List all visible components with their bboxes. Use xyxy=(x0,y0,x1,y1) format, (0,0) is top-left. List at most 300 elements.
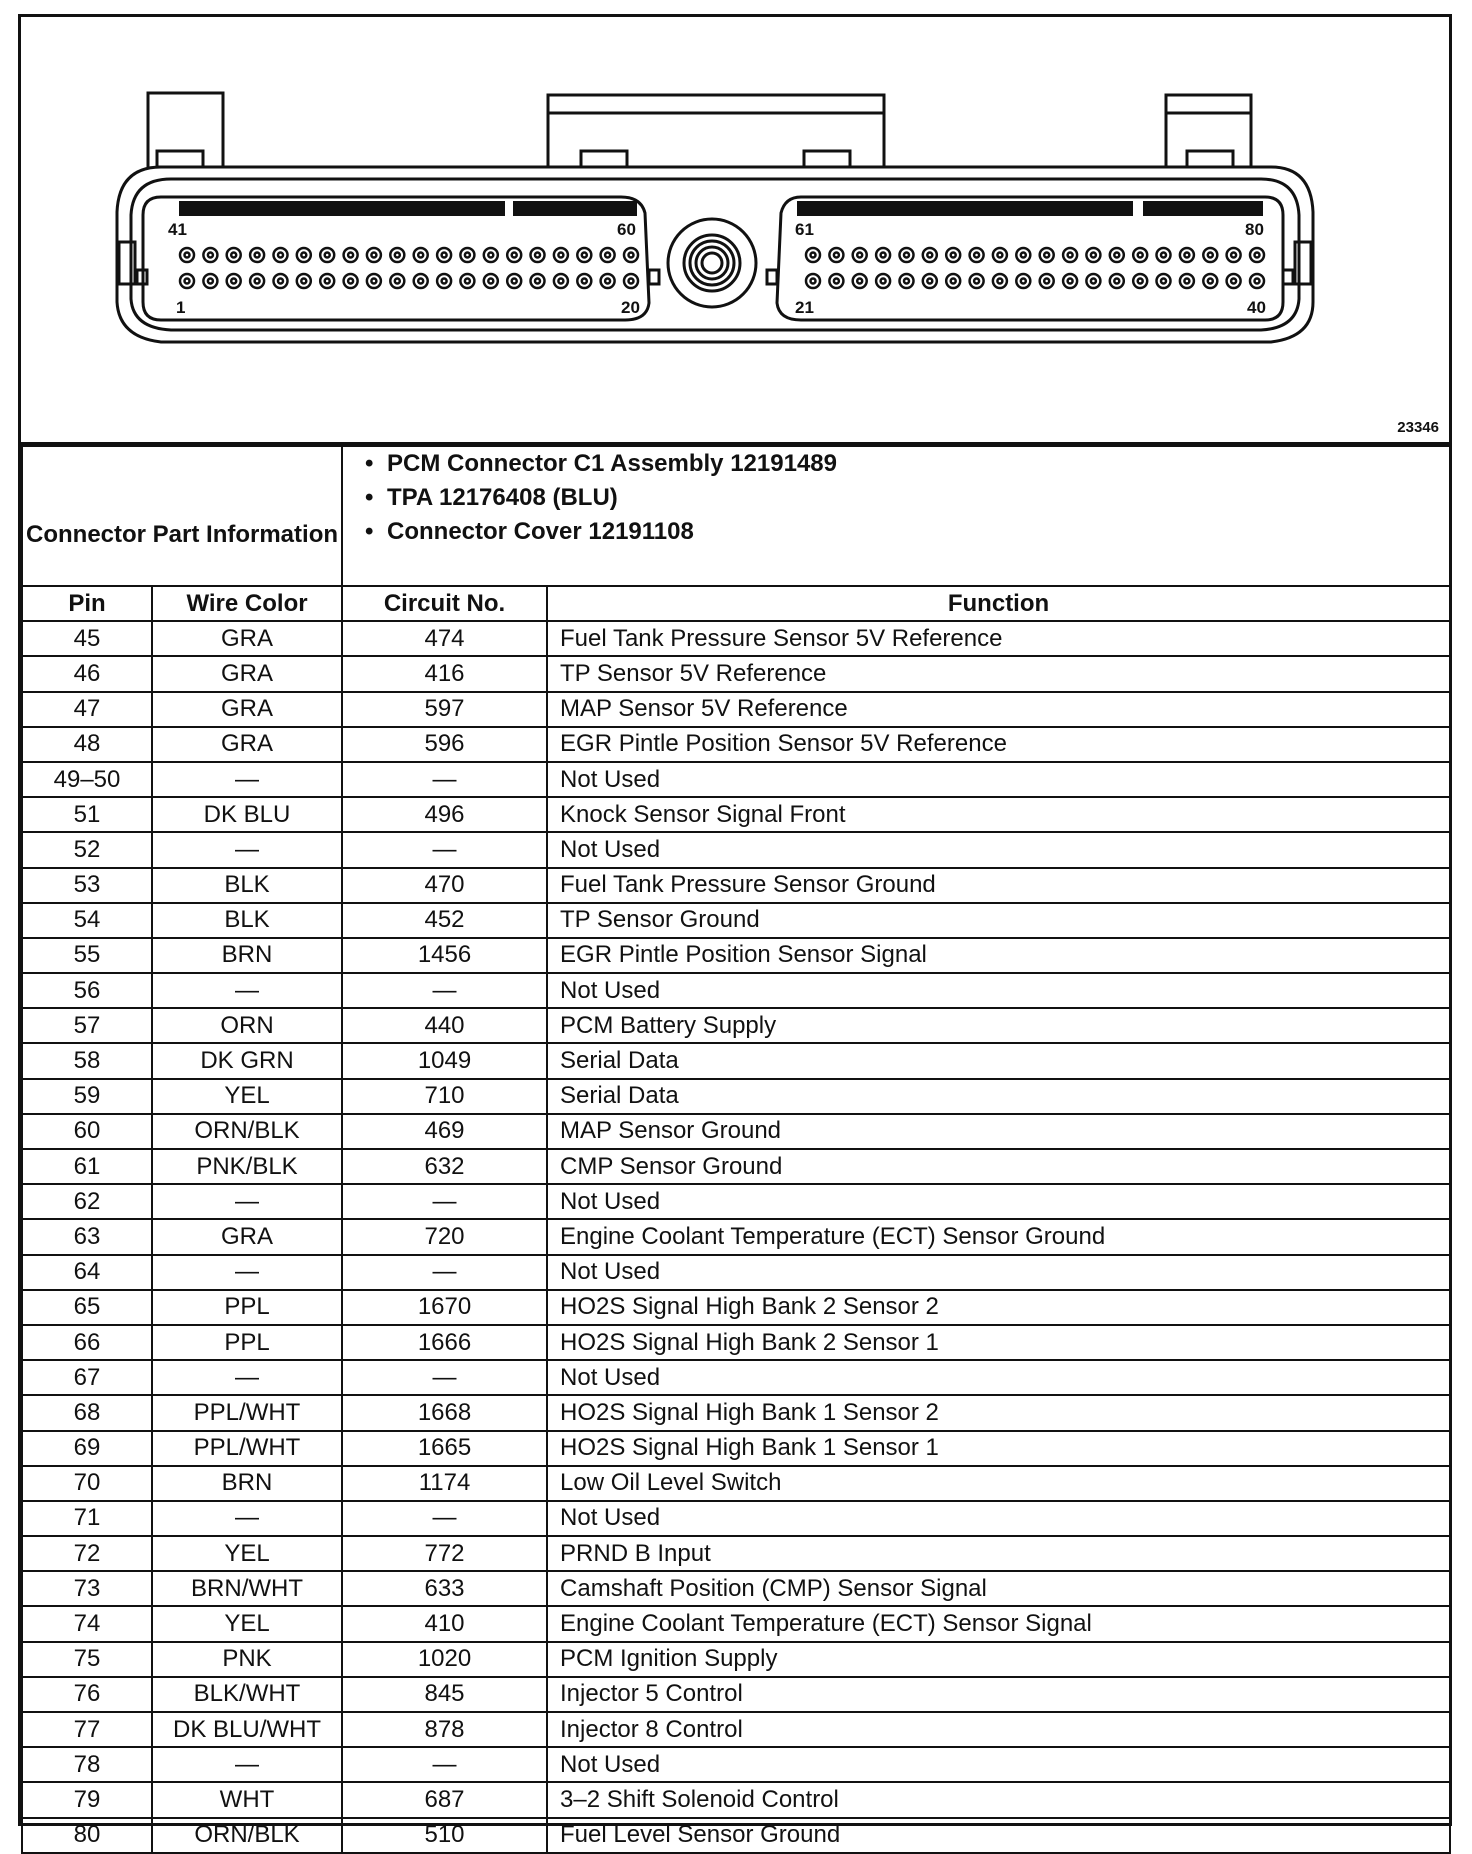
pin-cell: 72 xyxy=(22,1536,152,1571)
wire-color-cell: BLK xyxy=(152,903,342,938)
wire-color-cell: DK BLU/WHT xyxy=(152,1712,342,1747)
pin-hole-center xyxy=(1021,279,1026,284)
pin-hole-center xyxy=(255,253,260,258)
pin-hole-center xyxy=(1114,279,1119,284)
wire-color-cell: DK GRN xyxy=(152,1043,342,1078)
pin-hole-center xyxy=(348,253,353,258)
connector-info-item: • PCM Connector C1 Assembly 12191489 xyxy=(387,447,1449,481)
circuit-no-cell: 410 xyxy=(342,1606,547,1641)
table-row xyxy=(22,1360,1450,1395)
function-cell: HO2S Signal High Bank 2 Sensor 1 xyxy=(547,1325,1450,1360)
pin-cell: 52 xyxy=(22,832,152,867)
pin-hole-center xyxy=(231,253,236,258)
pin-label-61: 61 xyxy=(795,220,814,239)
pin-hole xyxy=(250,274,264,288)
table-row xyxy=(22,1536,1450,1571)
function-cell: Not Used xyxy=(547,1184,1450,1219)
pin-cell: 58 xyxy=(22,1043,152,1078)
pin-cell: 80 xyxy=(22,1818,152,1853)
pin-hole xyxy=(227,248,241,262)
pin-cell: 79 xyxy=(22,1782,152,1817)
pin-cell: 65 xyxy=(22,1290,152,1325)
table-row xyxy=(22,1290,1450,1325)
pin-hole-center xyxy=(997,279,1002,284)
function-cell: Serial Data xyxy=(547,1043,1450,1078)
pin-hole xyxy=(1016,274,1030,288)
pin-hole-center xyxy=(301,253,306,258)
wire-color-cell: PPL xyxy=(152,1325,342,1360)
wire-color-cell: BLK/WHT xyxy=(152,1677,342,1712)
pin-hole-center xyxy=(1044,253,1049,258)
wire-color-cell: — xyxy=(152,1747,342,1782)
pin-hole-center xyxy=(974,253,979,258)
pin-hole-center xyxy=(558,279,563,284)
pin-cell: 59 xyxy=(22,1079,152,1114)
pin-hole xyxy=(437,274,451,288)
circuit-no-cell: 470 xyxy=(342,868,547,903)
pin-hole-center xyxy=(1161,253,1166,258)
circuit-no-cell: 1665 xyxy=(342,1431,547,1466)
pin-table xyxy=(21,445,1451,1854)
pin-hole xyxy=(274,274,288,288)
pin-hole-center xyxy=(834,253,839,258)
function-cell: PRND B Input xyxy=(547,1536,1450,1571)
connector-drawing xyxy=(21,17,1449,445)
table-row xyxy=(22,938,1450,973)
pin-hole-center xyxy=(535,279,540,284)
pin-hole xyxy=(1063,274,1077,288)
pin-cell: 68 xyxy=(22,1395,152,1430)
circuit-no-cell: 452 xyxy=(342,903,547,938)
circuit-no-cell: — xyxy=(342,1501,547,1536)
pin-hole xyxy=(1250,274,1264,288)
circuit-no-cell: 1174 xyxy=(342,1466,547,1501)
pin-hole xyxy=(274,248,288,262)
pin-hole xyxy=(203,274,217,288)
connector-info-row xyxy=(22,446,1450,586)
pin-hole xyxy=(601,248,615,262)
pin-cell: 66 xyxy=(22,1325,152,1360)
pin-cell: 76 xyxy=(22,1677,152,1712)
pin-hole xyxy=(1086,248,1100,262)
wire-color-cell: PNK xyxy=(152,1642,342,1677)
pin-hole-center xyxy=(278,279,283,284)
pin-hole-center xyxy=(1044,279,1049,284)
table-row xyxy=(22,1043,1450,1078)
pcm-connector-sheet xyxy=(18,14,1452,1849)
pin-hole-center xyxy=(951,253,956,258)
pin-hole xyxy=(624,248,638,262)
wire-color-cell: PPL xyxy=(152,1290,342,1325)
pin-hole xyxy=(1040,274,1054,288)
pin-hole-center xyxy=(488,279,493,284)
table-row xyxy=(22,1782,1450,1817)
pin-hole xyxy=(853,248,867,262)
pin-hole-center xyxy=(629,279,634,284)
pin-hole-center xyxy=(997,253,1002,258)
wire-color-cell: ORN/BLK xyxy=(152,1818,342,1853)
circuit-no-cell: 1668 xyxy=(342,1395,547,1430)
function-cell: TP Sensor 5V Reference xyxy=(547,656,1450,691)
pin-hole xyxy=(507,248,521,262)
function-cell: Not Used xyxy=(547,1360,1450,1395)
figure-number: 23346 xyxy=(1397,419,1439,436)
pin-cell: 51 xyxy=(22,797,152,832)
pin-hole-center xyxy=(185,253,190,258)
table-row xyxy=(22,1818,1450,1853)
pin-hole-center xyxy=(811,253,816,258)
pin-hole xyxy=(460,248,474,262)
pin-hole-center xyxy=(927,253,932,258)
table-row xyxy=(22,1184,1450,1219)
wire-color-cell: BRN xyxy=(152,1466,342,1501)
table-row xyxy=(22,1642,1450,1677)
pin-hole xyxy=(367,248,381,262)
pin-hole xyxy=(1086,274,1100,288)
pin-hole xyxy=(460,274,474,288)
function-cell: 3–2 Shift Solenoid Control xyxy=(547,1782,1450,1817)
pin-label-20: 20 xyxy=(621,298,640,317)
pin-label-21: 21 xyxy=(795,298,814,317)
table-row xyxy=(22,621,1450,656)
pin-hole-center xyxy=(974,279,979,284)
table-row xyxy=(22,1114,1450,1149)
circuit-no-cell: 440 xyxy=(342,1008,547,1043)
circuit-no-cell: 633 xyxy=(342,1571,547,1606)
pin-hole-center xyxy=(395,253,400,258)
table-row xyxy=(22,868,1450,903)
function-cell: Knock Sensor Signal Front xyxy=(547,797,1450,832)
circuit-no-cell: 510 xyxy=(342,1818,547,1853)
pin-cell: 46 xyxy=(22,656,152,691)
pin-cell: 47 xyxy=(22,692,152,727)
function-cell: Low Oil Level Switch xyxy=(547,1466,1450,1501)
pin-hole xyxy=(829,274,843,288)
pin-hole xyxy=(484,248,498,262)
wire-color-cell: BRN/WHT xyxy=(152,1571,342,1606)
header-circuit-no: Circuit No. xyxy=(342,586,547,621)
pin-cell: 56 xyxy=(22,973,152,1008)
table-row xyxy=(22,692,1450,727)
pin-hole-center xyxy=(512,279,517,284)
pin-hole xyxy=(414,248,428,262)
pin-cell: 74 xyxy=(22,1606,152,1641)
wire-color-cell: GRA xyxy=(152,621,342,656)
pin-hole-center xyxy=(1091,279,1096,284)
pin-hole xyxy=(1063,248,1077,262)
pin-hole xyxy=(1133,248,1147,262)
pin-hole xyxy=(203,248,217,262)
pin-hole xyxy=(320,248,334,262)
pin-hole xyxy=(1157,248,1171,262)
pin-hole-center xyxy=(1231,279,1236,284)
pin-hole-center xyxy=(1255,279,1260,284)
pin-hole-center xyxy=(904,253,909,258)
pin-hole xyxy=(993,248,1007,262)
pin-hole xyxy=(250,248,264,262)
pin-hole-center xyxy=(371,279,376,284)
pin-label-60: 60 xyxy=(617,220,636,239)
wire-color-cell: YEL xyxy=(152,1079,342,1114)
connector-info-item: • TPA 12176408 (BLU) xyxy=(387,481,1449,515)
wire-color-cell: — xyxy=(152,1360,342,1395)
pin-hole-center xyxy=(1138,279,1143,284)
table-row xyxy=(22,1079,1450,1114)
circuit-no-cell: 1666 xyxy=(342,1325,547,1360)
pin-hole-center xyxy=(465,253,470,258)
table-row xyxy=(22,1395,1450,1430)
wire-color-cell: — xyxy=(152,1184,342,1219)
pin-hole-center xyxy=(1114,253,1119,258)
function-cell: PCM Battery Supply xyxy=(547,1008,1450,1043)
function-cell: EGR Pintle Position Sensor 5V Reference xyxy=(547,727,1450,762)
pin-hole-center xyxy=(1021,253,1026,258)
pin-hole xyxy=(484,274,498,288)
pin-label-40: 40 xyxy=(1247,298,1266,317)
table-row xyxy=(22,1747,1450,1782)
function-cell: Not Used xyxy=(547,973,1450,1008)
function-cell: MAP Sensor Ground xyxy=(547,1114,1450,1149)
pin-cell: 49–50 xyxy=(22,762,152,797)
pin-hole xyxy=(297,248,311,262)
pin-hole-center xyxy=(1068,279,1073,284)
function-cell: CMP Sensor Ground xyxy=(547,1149,1450,1184)
pin-hole-center xyxy=(1091,253,1096,258)
pin-hole xyxy=(1203,274,1217,288)
wire-color-cell: — xyxy=(152,1255,342,1290)
pin-hole-center xyxy=(185,279,190,284)
circuit-no-cell: 1456 xyxy=(342,938,547,973)
pin-cell: 64 xyxy=(22,1255,152,1290)
circuit-no-cell: 416 xyxy=(342,656,547,691)
pin-hole xyxy=(601,274,615,288)
circuit-no-cell: 772 xyxy=(342,1536,547,1571)
function-cell: Engine Coolant Temperature (ECT) Sensor Ground xyxy=(547,1219,1450,1254)
circuit-no-cell: 845 xyxy=(342,1677,547,1712)
pin-hole-center xyxy=(208,253,213,258)
pin-hole xyxy=(577,248,591,262)
wire-color-cell: BRN xyxy=(152,938,342,973)
pin-hole xyxy=(180,248,194,262)
circuit-no-cell: — xyxy=(342,1360,547,1395)
circuit-no-cell: — xyxy=(342,832,547,867)
circuit-no-cell: 1049 xyxy=(342,1043,547,1078)
wire-color-cell: PNK/BLK xyxy=(152,1149,342,1184)
table-row xyxy=(22,1255,1450,1290)
circuit-no-cell: 720 xyxy=(342,1219,547,1254)
function-cell: HO2S Signal High Bank 1 Sensor 2 xyxy=(547,1395,1450,1430)
header-function: Function xyxy=(547,586,1450,621)
circuit-no-cell: 632 xyxy=(342,1149,547,1184)
pin-hole-center xyxy=(301,279,306,284)
pin-hole xyxy=(577,274,591,288)
pin-hole xyxy=(227,274,241,288)
circuit-no-cell: 710 xyxy=(342,1079,547,1114)
pin-hole xyxy=(1203,248,1217,262)
function-cell: Not Used xyxy=(547,762,1450,797)
pin-hole-center xyxy=(1208,279,1213,284)
circuit-no-cell: 597 xyxy=(342,692,547,727)
pin-cell: 67 xyxy=(22,1360,152,1395)
wire-color-cell: ORN xyxy=(152,1008,342,1043)
table-row xyxy=(22,656,1450,691)
wire-color-cell: — xyxy=(152,762,342,797)
pin-hole xyxy=(320,274,334,288)
circuit-no-cell: — xyxy=(342,973,547,1008)
circuit-no-cell: — xyxy=(342,1255,547,1290)
function-cell: EGR Pintle Position Sensor Signal xyxy=(547,938,1450,973)
table-row xyxy=(22,1501,1450,1536)
pin-hole-center xyxy=(834,279,839,284)
circuit-no-cell: — xyxy=(342,1184,547,1219)
wire-color-cell: GRA xyxy=(152,727,342,762)
pin-cell: 75 xyxy=(22,1642,152,1677)
pin-hole-center xyxy=(1184,279,1189,284)
pin-hole xyxy=(554,248,568,262)
pin-hole-center xyxy=(582,253,587,258)
pin-hole xyxy=(437,248,451,262)
pin-hole xyxy=(531,248,545,262)
pin-cell: 69 xyxy=(22,1431,152,1466)
pin-hole-center xyxy=(951,279,956,284)
circuit-no-cell: 469 xyxy=(342,1114,547,1149)
pin-hole-center xyxy=(1231,253,1236,258)
function-cell: Not Used xyxy=(547,1501,1450,1536)
table-row xyxy=(22,1008,1450,1043)
pin-hole xyxy=(1180,274,1194,288)
header-wire-color: Wire Color xyxy=(152,586,342,621)
function-cell: Camshaft Position (CMP) Sensor Signal xyxy=(547,1571,1450,1606)
pin-hole-center xyxy=(512,253,517,258)
pin-hole-center xyxy=(231,279,236,284)
wire-color-cell: YEL xyxy=(152,1606,342,1641)
pin-label-41: 41 xyxy=(168,220,187,239)
pin-hole-center xyxy=(535,253,540,258)
function-cell: Injector 8 Control xyxy=(547,1712,1450,1747)
function-cell: Not Used xyxy=(547,1747,1450,1782)
pin-hole-center xyxy=(881,279,886,284)
pin-hole xyxy=(344,248,358,262)
pin-hole xyxy=(946,274,960,288)
pin-cell: 62 xyxy=(22,1184,152,1219)
pin-hole xyxy=(1016,248,1030,262)
connector-info-list xyxy=(342,446,1450,586)
wire-color-cell: DK BLU xyxy=(152,797,342,832)
pin-hole xyxy=(876,248,890,262)
pin-hole-center xyxy=(442,253,447,258)
pin-hole-center xyxy=(558,253,563,258)
pin-hole-center xyxy=(325,279,330,284)
table-row xyxy=(22,1219,1450,1254)
pin-hole xyxy=(806,274,820,288)
pin-hole xyxy=(1110,274,1124,288)
function-cell: Fuel Tank Pressure Sensor 5V Reference xyxy=(547,621,1450,656)
connector-info-label: Connector Part Information xyxy=(22,446,342,586)
pin-hole xyxy=(970,274,984,288)
pin-hole xyxy=(367,274,381,288)
pin-hole xyxy=(923,274,937,288)
pin-hole xyxy=(1133,274,1147,288)
pin-hole-center xyxy=(904,279,909,284)
wire-color-cell: PPL/WHT xyxy=(152,1395,342,1430)
function-cell: Engine Coolant Temperature (ECT) Sensor Signal xyxy=(547,1606,1450,1641)
header-pin: Pin xyxy=(22,586,152,621)
table-row xyxy=(22,1712,1450,1747)
pin-hole-center xyxy=(927,279,932,284)
pin-hole xyxy=(853,274,867,288)
pin-hole xyxy=(876,274,890,288)
pin-hole-center xyxy=(208,279,213,284)
function-cell: PCM Ignition Supply xyxy=(547,1642,1450,1677)
pin-hole xyxy=(946,248,960,262)
circuit-no-cell: 878 xyxy=(342,1712,547,1747)
pin-hole xyxy=(993,274,1007,288)
pin-hole-center xyxy=(325,253,330,258)
pin-hole-center xyxy=(418,253,423,258)
circuit-no-cell: 596 xyxy=(342,727,547,762)
circuit-no-cell: 1670 xyxy=(342,1290,547,1325)
function-cell: Fuel Level Sensor Ground xyxy=(547,1818,1450,1853)
pin-cell: 77 xyxy=(22,1712,152,1747)
function-cell: HO2S Signal High Bank 2 Sensor 2 xyxy=(547,1290,1450,1325)
wire-color-cell: PPL/WHT xyxy=(152,1431,342,1466)
pin-hole-center xyxy=(811,279,816,284)
circuit-no-cell: 687 xyxy=(342,1782,547,1817)
pin-hole xyxy=(554,274,568,288)
pin-hole-center xyxy=(1184,253,1189,258)
wire-color-cell: GRA xyxy=(152,692,342,727)
wire-color-cell: — xyxy=(152,973,342,1008)
connector-info-item: • Connector Cover 12191108 xyxy=(387,515,1449,549)
pin-hole-center xyxy=(1161,279,1166,284)
table-row xyxy=(22,762,1450,797)
wire-color-cell: WHT xyxy=(152,1782,342,1817)
pin-label-1: 1 xyxy=(176,298,186,317)
pin-hole-center xyxy=(371,253,376,258)
wire-color-cell: — xyxy=(152,1501,342,1536)
pin-hole-center xyxy=(1138,253,1143,258)
pin-cell: 60 xyxy=(22,1114,152,1149)
pin-hole-center xyxy=(1208,253,1213,258)
pin-hole xyxy=(806,248,820,262)
pin-hole-center xyxy=(465,279,470,284)
pin-hole xyxy=(390,274,404,288)
table-row xyxy=(22,727,1450,762)
pin-hole xyxy=(180,274,194,288)
wire-color-cell: — xyxy=(152,832,342,867)
pin-hole xyxy=(297,274,311,288)
circuit-no-cell: 474 xyxy=(342,621,547,656)
table-row xyxy=(22,1606,1450,1641)
pin-cell: 54 xyxy=(22,903,152,938)
pin-cell: 63 xyxy=(22,1219,152,1254)
table-row xyxy=(22,1677,1450,1712)
table-row xyxy=(22,903,1450,938)
pin-hole xyxy=(1040,248,1054,262)
table-row xyxy=(22,973,1450,1008)
pin-hole-center xyxy=(881,253,886,258)
pin-cell: 48 xyxy=(22,727,152,762)
function-cell: Fuel Tank Pressure Sensor Ground xyxy=(547,868,1450,903)
circuit-no-cell: 496 xyxy=(342,797,547,832)
pin-hole xyxy=(900,248,914,262)
pin-hole-center xyxy=(629,253,634,258)
pin-hole xyxy=(414,274,428,288)
pin-hole-center xyxy=(488,253,493,258)
pin-cell: 70 xyxy=(22,1466,152,1501)
pin-hole-center xyxy=(418,279,423,284)
table-row xyxy=(22,1149,1450,1184)
